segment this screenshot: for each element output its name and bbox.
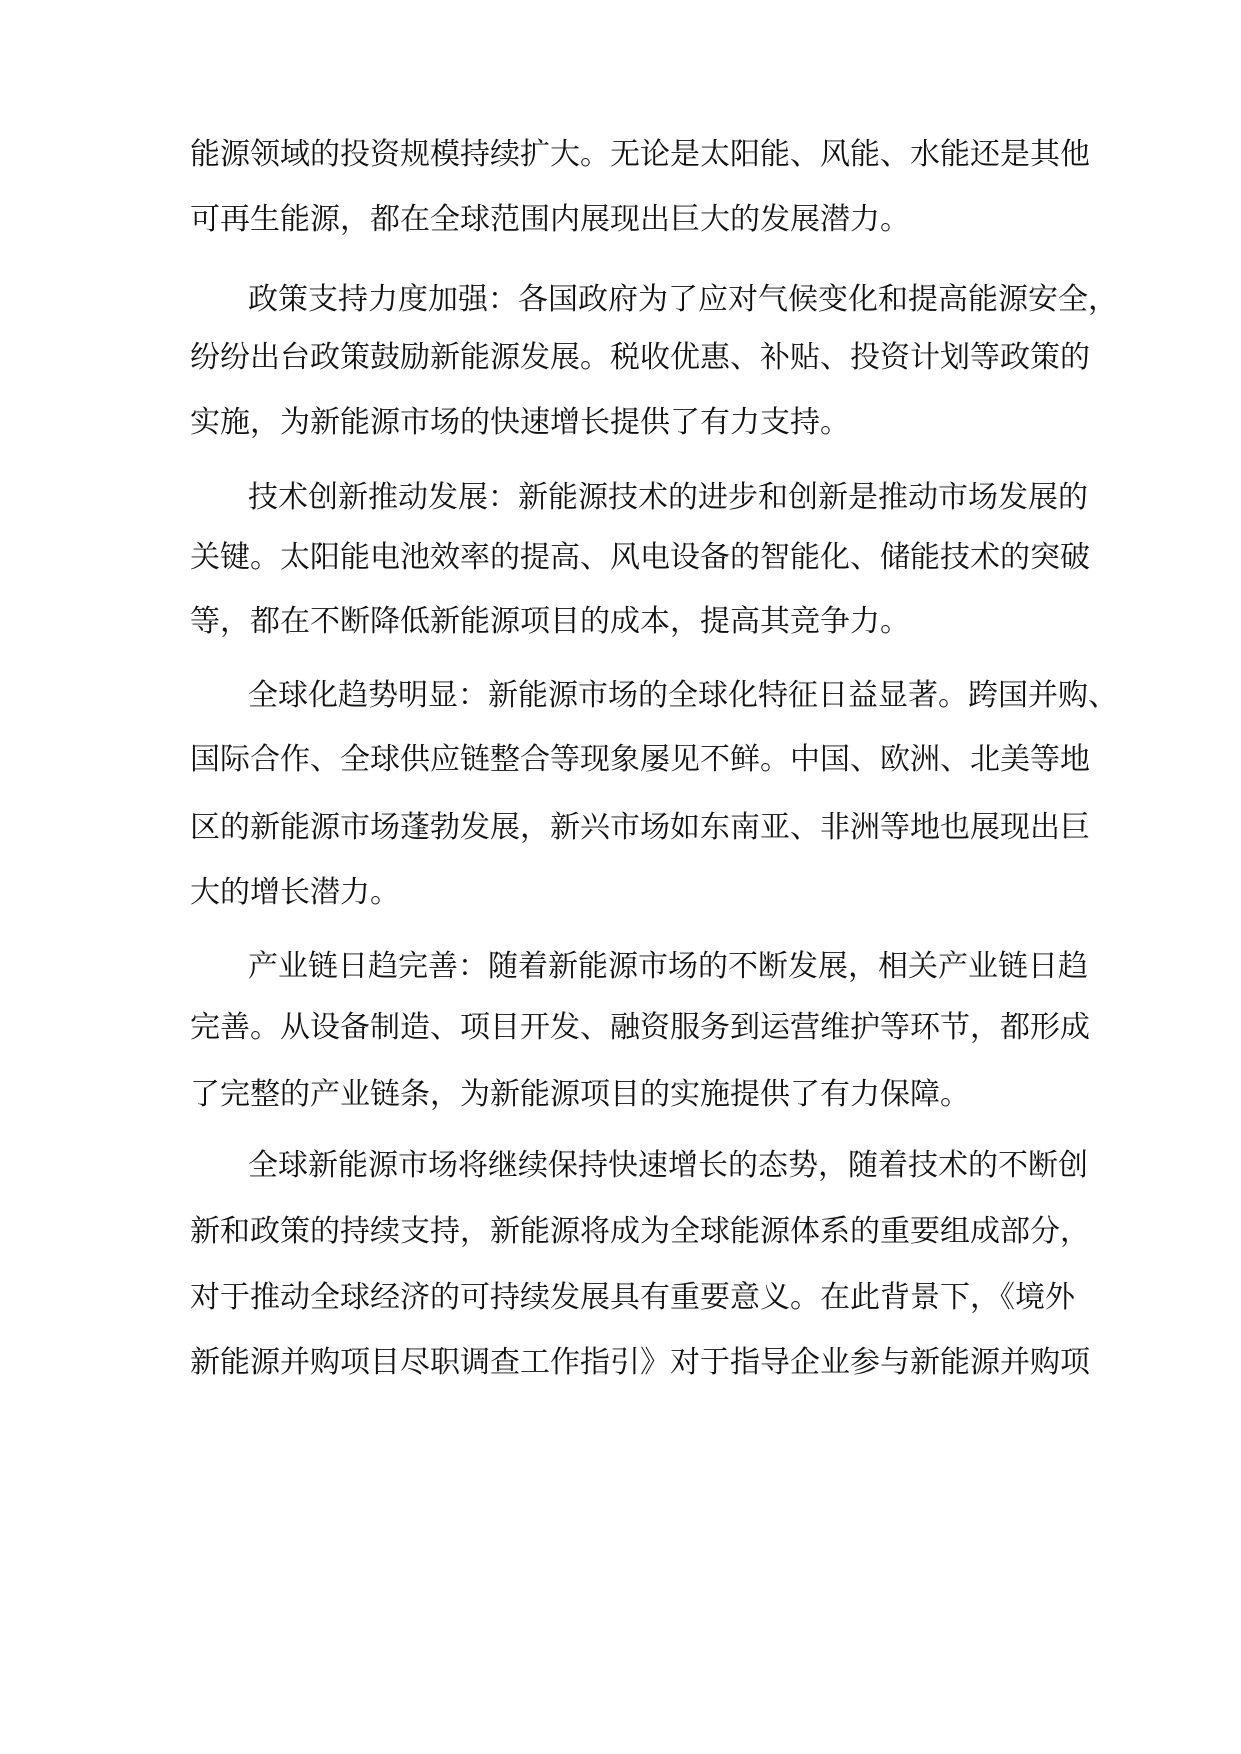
paragraph-line: 产业链日趋完善：随着新能源市场的不断发展，相关产业链日趋 — [248, 949, 1088, 984]
paragraph-line: 全球新能源市场将继续保持快速增长的态势，随着技术的不断创 — [248, 1148, 1088, 1183]
paragraph-line: 对于推动全球经济的可持续发展具有重要意义。在此背景下，《境外 — [190, 1280, 1075, 1315]
paragraph-line: 了完整的产业链条，为新能源项目的实施提供了有力保障。 — [190, 1077, 970, 1112]
paragraph-line: 完善。从设备制造、项目开发、融资服务到运营维护等环节，都形成 — [190, 1010, 1090, 1045]
paragraph-line: 大的增长潜力。 — [190, 875, 400, 910]
paragraph-line: 全球化趋势明显：新能源市场的全球化特征日益显著。跨国并购、 — [248, 678, 1118, 713]
paragraph-line: 纷纷出台政策鼓励新能源发展。税收优惠、补贴、投资计划等政策的 — [190, 340, 1090, 375]
paragraph-line: 等，都在不断降低新能源项目的成本，提高其竞争力。 — [190, 604, 910, 639]
paragraph-line: 区的新能源市场蓬勃发展，新兴市场如东南亚、非洲等地也展现出巨 — [190, 810, 1090, 845]
paragraph-line: 能源领域的投资规模持续扩大。无论是太阳能、风能、水能还是其他 — [190, 137, 1090, 172]
paragraph-line: 可再生能源，都在全球范围内展现出巨大的发展潜力。 — [190, 202, 910, 237]
paragraph-line: 国际合作、全球供应链整合等现象屡见不鲜。中国、欧洲、北美等地 — [190, 742, 1090, 777]
paragraph-line: 政策支持力度加强：各国政府为了应对气候变化和提高能源安全， — [248, 282, 1118, 317]
paragraph-line: 新能源并购项目尽职调查工作指引》对于指导企业参与新能源并购项 — [190, 1345, 1090, 1380]
paragraph-line: 关键。太阳能电池效率的提高、风电设备的智能化、储能技术的突破 — [190, 540, 1090, 575]
paragraph-line: 实施，为新能源市场的快速增长提供了有力支持。 — [190, 405, 850, 440]
paragraph-line: 技术创新推动发展：新能源技术的进步和创新是推动市场发展的 — [248, 480, 1088, 515]
paragraph-line: 新和政策的持续支持，新能源将成为全球能源体系的重要组成部分， — [190, 1214, 1090, 1249]
